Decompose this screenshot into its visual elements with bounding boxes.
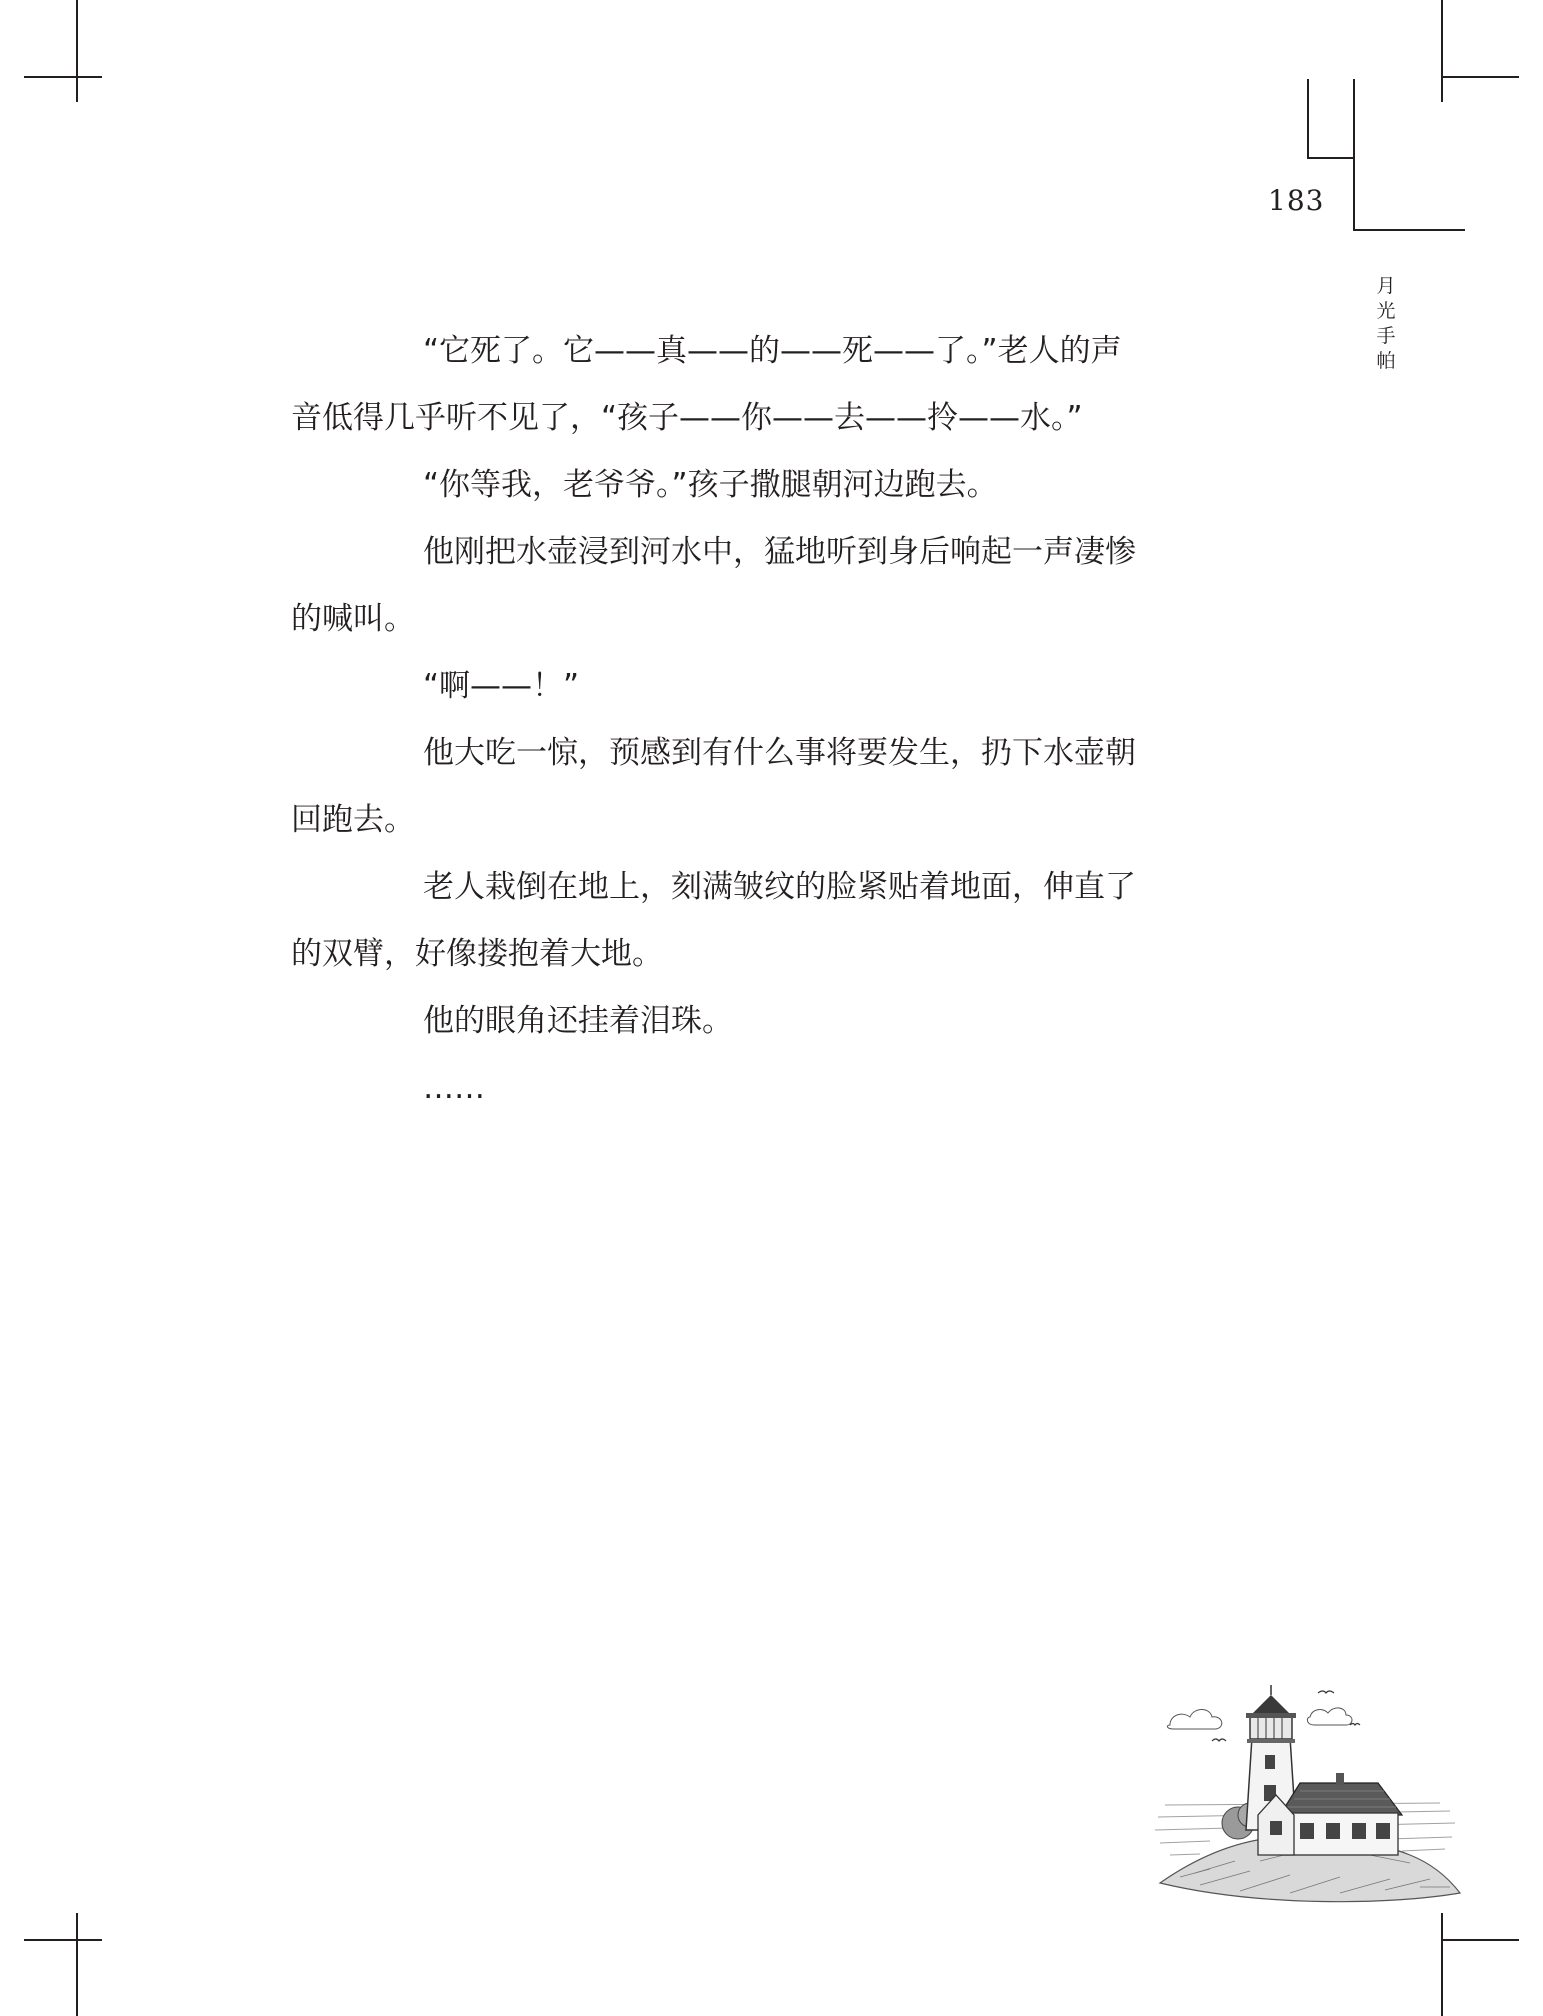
running-head-char: 光 — [1376, 300, 1396, 322]
crop-mark-tr-h — [1441, 76, 1519, 78]
running-head — [1371, 274, 1401, 374]
paragraph — [357, 1055, 1215, 1122]
text-line: “它死了。它——真——的——死——了。”老人的声 — [423, 333, 1122, 369]
running-head-char: 手 — [1376, 325, 1396, 347]
text-line: 的喊叫。 — [291, 601, 415, 637]
text-line: “你等我，老爷爷。”孩子撒腿朝河边跑去。 — [423, 467, 998, 503]
paragraph — [291, 854, 1215, 988]
folio-frame-left-v — [1307, 79, 1309, 159]
paragraph — [291, 318, 1215, 452]
crop-mark-tr-v — [1441, 0, 1443, 102]
crop-mark-bl-h — [24, 1939, 102, 1941]
folio-frame-bottom-h — [1353, 229, 1465, 231]
text-line: 的双臂，好像搂抱着大地。 — [291, 936, 663, 972]
folio-frame-right-v — [1353, 79, 1355, 231]
text-line: 他大吃一惊，预感到有什么事将要发生，扔下水壶朝 — [423, 735, 1136, 771]
paragraph — [291, 720, 1215, 854]
text-line: “啊——！” — [423, 668, 580, 704]
running-head-char: 帕 — [1376, 350, 1396, 372]
crop-mark-bl-v — [76, 1913, 78, 2016]
paragraph — [291, 519, 1215, 653]
text-line: 他刚把水壶浸到河水中，猛地听到身后响起一声凄惨 — [423, 534, 1136, 570]
text-line: 音低得几乎听不见了，“孩子——你——去——拎——水。” — [291, 400, 1083, 436]
page-number: 183 — [1268, 184, 1325, 217]
body-text — [291, 318, 1215, 1122]
text-line: 老人栽倒在地上，刻满皱纹的脸紧贴着地面，伸直了 — [423, 869, 1136, 905]
paragraph — [357, 452, 1215, 519]
crop-mark-br-h — [1441, 1939, 1519, 1941]
running-head-char: 月 — [1376, 275, 1396, 297]
lighthouse-icon — [1140, 1655, 1470, 1915]
crop-mark-tl-h — [24, 76, 102, 78]
folio-frame-top-h — [1307, 157, 1355, 159]
text-line: 回跑去。 — [291, 802, 415, 838]
crop-mark-tl-v — [76, 0, 78, 102]
text-line: …… — [423, 1070, 485, 1106]
paragraph — [357, 988, 1215, 1055]
paragraph — [357, 653, 1215, 720]
crop-mark-br-v — [1441, 1913, 1443, 2016]
text-line: 他的眼角还挂着泪珠。 — [423, 1003, 733, 1039]
